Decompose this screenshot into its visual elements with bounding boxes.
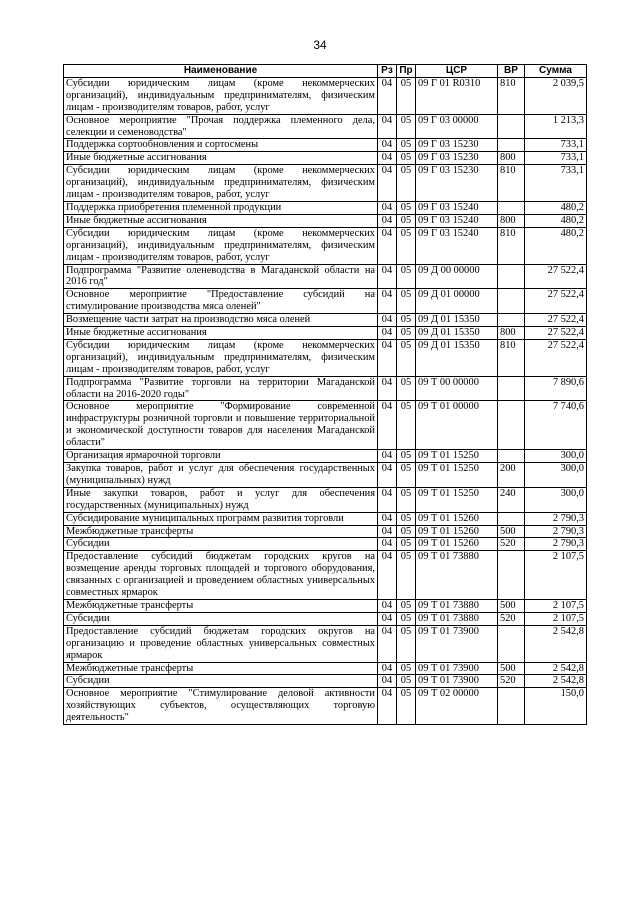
cell-pr: 05 xyxy=(397,662,416,675)
cell-vr xyxy=(498,376,525,401)
cell-rz: 04 xyxy=(378,625,397,662)
cell-sum: 27 522,4 xyxy=(525,264,587,289)
cell-pr: 05 xyxy=(397,152,416,165)
cell-sum: 27 522,4 xyxy=(525,327,587,340)
cell-csr: 09 Д 01 00000 xyxy=(416,289,498,314)
table-body xyxy=(64,77,587,724)
cell-pr: 05 xyxy=(397,612,416,625)
cell-vr xyxy=(498,450,525,463)
cell-sum: 2 542,8 xyxy=(525,625,587,662)
table-row xyxy=(64,450,587,463)
cell-name: Субсидирование муниципальных программ развития торговли xyxy=(64,512,378,525)
cell-name: Межбюджетные трансферты xyxy=(64,525,378,538)
cell-sum: 2 790,3 xyxy=(525,525,587,538)
cell-sum: 7 890,6 xyxy=(525,376,587,401)
cell-vr xyxy=(498,551,525,600)
cell-name: Иные бюджетные ассигнования xyxy=(64,152,378,165)
cell-pr: 05 xyxy=(397,165,416,202)
table-row xyxy=(64,376,587,401)
cell-csr: 09 Т 01 15260 xyxy=(416,525,498,538)
cell-sum: 27 522,4 xyxy=(525,339,587,376)
cell-pr: 05 xyxy=(397,114,416,139)
cell-name: Основное мероприятие "Предоставление субсидий на стимулирование производства мяса оленей" xyxy=(64,289,378,314)
cell-name: Иные бюджетные ассигнования xyxy=(64,327,378,340)
table-row xyxy=(64,512,587,525)
table-row xyxy=(64,612,587,625)
cell-rz: 04 xyxy=(378,165,397,202)
cell-name: Поддержка приобретения племенной продукции xyxy=(64,201,378,214)
cell-pr: 05 xyxy=(397,376,416,401)
header-vr: ВР xyxy=(498,65,525,78)
cell-name: Субсидии юридическим лицам (кроме некоммерческих организаций), индивидуальным предпринимателям, физическим лицам - производителям товаров, работ, услуг xyxy=(64,165,378,202)
table-row xyxy=(64,339,587,376)
table-row xyxy=(64,152,587,165)
cell-sum: 300,0 xyxy=(525,450,587,463)
cell-pr: 05 xyxy=(397,450,416,463)
cell-sum: 300,0 xyxy=(525,463,587,488)
budget-table xyxy=(63,64,587,725)
cell-sum: 733,1 xyxy=(525,152,587,165)
cell-name: Подпрограмма "Развитие торговли на территории Магаданской области на 2016-2020 годы" xyxy=(64,376,378,401)
cell-csr: 09 Т 01 73900 xyxy=(416,625,498,662)
cell-pr: 05 xyxy=(397,77,416,114)
cell-rz: 04 xyxy=(378,401,397,450)
cell-vr xyxy=(498,688,525,725)
header-csr: ЦСР xyxy=(416,65,498,78)
cell-sum: 2 107,5 xyxy=(525,551,587,600)
table-row xyxy=(64,201,587,214)
cell-pr: 05 xyxy=(397,463,416,488)
cell-csr: 09 Д 01 15350 xyxy=(416,339,498,376)
cell-pr: 05 xyxy=(397,625,416,662)
cell-pr: 05 xyxy=(397,688,416,725)
table-row xyxy=(64,314,587,327)
cell-vr: 500 xyxy=(498,599,525,612)
cell-rz: 04 xyxy=(378,314,397,327)
table-row xyxy=(64,538,587,551)
cell-sum: 1 213,3 xyxy=(525,114,587,139)
cell-vr xyxy=(498,625,525,662)
table-row xyxy=(64,688,587,725)
cell-pr: 05 xyxy=(397,327,416,340)
cell-csr: 09 Т 02 00000 xyxy=(416,688,498,725)
cell-rz: 04 xyxy=(378,599,397,612)
cell-rz: 04 xyxy=(378,214,397,227)
cell-csr: 09 Д 00 00000 xyxy=(416,264,498,289)
table-row xyxy=(64,487,587,512)
cell-vr: 800 xyxy=(498,327,525,340)
cell-vr xyxy=(498,401,525,450)
cell-pr: 05 xyxy=(397,675,416,688)
cell-rz: 04 xyxy=(378,551,397,600)
cell-sum: 2 542,8 xyxy=(525,662,587,675)
cell-rz: 04 xyxy=(378,538,397,551)
cell-csr: 09 Т 01 73900 xyxy=(416,662,498,675)
cell-sum: 733,1 xyxy=(525,165,587,202)
cell-csr: 09 Т 01 73880 xyxy=(416,612,498,625)
cell-pr: 05 xyxy=(397,201,416,214)
cell-sum: 27 522,4 xyxy=(525,289,587,314)
cell-rz: 04 xyxy=(378,339,397,376)
cell-name: Предоставление субсидий бюджетам городских округов на организацию и проведение областных универсальных совместных ярмарок xyxy=(64,625,378,662)
cell-sum: 2 790,3 xyxy=(525,512,587,525)
cell-csr: 09 Г 03 15230 xyxy=(416,165,498,202)
cell-name: Межбюджетные трансферты xyxy=(64,662,378,675)
cell-vr: 500 xyxy=(498,662,525,675)
table-row xyxy=(64,675,587,688)
cell-pr: 05 xyxy=(397,139,416,152)
cell-vr xyxy=(498,139,525,152)
cell-rz: 04 xyxy=(378,327,397,340)
cell-name: Основное мероприятие "Формирование современной инфраструктуры розничной торговли и повышение территориальной и экономической доступности товаров для населения Магаданской области" xyxy=(64,401,378,450)
cell-sum: 480,2 xyxy=(525,227,587,264)
cell-name: Субсидии юридическим лицам (кроме некоммерческих организаций), индивидуальным предпринимателям, физическим лицам - производителям товаров, работ, услуг xyxy=(64,77,378,114)
table-row xyxy=(64,625,587,662)
cell-sum: 733,1 xyxy=(525,139,587,152)
cell-csr: 09 Т 01 73880 xyxy=(416,551,498,600)
cell-pr: 05 xyxy=(397,538,416,551)
table-row xyxy=(64,599,587,612)
cell-vr: 520 xyxy=(498,675,525,688)
table-row xyxy=(64,289,587,314)
cell-vr xyxy=(498,114,525,139)
table-row xyxy=(64,327,587,340)
cell-name: Основное мероприятие "Стимулирование деловой активности хозяйствующих субъектов, осуществляющих торговую деятельность" xyxy=(64,688,378,725)
cell-pr: 05 xyxy=(397,339,416,376)
table-row xyxy=(64,463,587,488)
cell-csr: 09 Т 01 73900 xyxy=(416,675,498,688)
cell-vr: 810 xyxy=(498,165,525,202)
cell-rz: 04 xyxy=(378,114,397,139)
cell-rz: 04 xyxy=(378,512,397,525)
cell-csr: 09 Т 01 73880 xyxy=(416,599,498,612)
table-header-row xyxy=(64,65,587,78)
cell-name: Субсидии xyxy=(64,538,378,551)
cell-vr xyxy=(498,289,525,314)
cell-rz: 04 xyxy=(378,688,397,725)
cell-csr: 09 Т 01 15250 xyxy=(416,450,498,463)
cell-rz: 04 xyxy=(378,463,397,488)
cell-name: Основное мероприятие "Прочая поддержка племенного дела, селекции и семеноводства" xyxy=(64,114,378,139)
cell-vr: 800 xyxy=(498,214,525,227)
header-rz: Рз xyxy=(378,65,397,78)
cell-sum: 2 107,5 xyxy=(525,599,587,612)
cell-rz: 04 xyxy=(378,675,397,688)
cell-rz: 04 xyxy=(378,77,397,114)
cell-pr: 05 xyxy=(397,401,416,450)
cell-csr: 09 Т 01 15260 xyxy=(416,512,498,525)
cell-name: Иные закупки товаров, работ и услуг для обеспечения государственных (муниципальных) нужд xyxy=(64,487,378,512)
cell-vr: 800 xyxy=(498,152,525,165)
table-row xyxy=(64,551,587,600)
cell-name: Возмещение части затрат на производство мяса оленей xyxy=(64,314,378,327)
table-row xyxy=(64,401,587,450)
cell-name: Субсидии юридическим лицам (кроме некоммерческих организаций), индивидуальным предпринимателям, физическим лицам - производителям товаров, работ, услуг xyxy=(64,227,378,264)
table-row xyxy=(64,525,587,538)
cell-csr: 09 Г 03 15230 xyxy=(416,139,498,152)
cell-sum: 2 790,3 xyxy=(525,538,587,551)
cell-sum: 7 740,6 xyxy=(525,401,587,450)
cell-sum: 2 039,5 xyxy=(525,77,587,114)
cell-vr: 240 xyxy=(498,487,525,512)
table-row xyxy=(64,139,587,152)
cell-vr: 500 xyxy=(498,525,525,538)
cell-pr: 05 xyxy=(397,214,416,227)
cell-vr: 810 xyxy=(498,339,525,376)
cell-name: Межбюджетные трансферты xyxy=(64,599,378,612)
cell-vr: 520 xyxy=(498,612,525,625)
cell-rz: 04 xyxy=(378,525,397,538)
table-row xyxy=(64,165,587,202)
cell-pr: 05 xyxy=(397,487,416,512)
cell-pr: 05 xyxy=(397,264,416,289)
cell-sum: 480,2 xyxy=(525,201,587,214)
table-row xyxy=(64,214,587,227)
cell-name: Субсидии xyxy=(64,612,378,625)
cell-pr: 05 xyxy=(397,314,416,327)
cell-sum: 300,0 xyxy=(525,487,587,512)
cell-name: Субсидии xyxy=(64,675,378,688)
cell-rz: 04 xyxy=(378,612,397,625)
cell-rz: 04 xyxy=(378,376,397,401)
cell-vr xyxy=(498,201,525,214)
cell-vr xyxy=(498,264,525,289)
cell-csr: 09 Д 01 15350 xyxy=(416,327,498,340)
cell-rz: 04 xyxy=(378,201,397,214)
cell-rz: 04 xyxy=(378,662,397,675)
header-pr: Пр xyxy=(397,65,416,78)
cell-sum: 480,2 xyxy=(525,214,587,227)
cell-pr: 05 xyxy=(397,289,416,314)
cell-pr: 05 xyxy=(397,525,416,538)
cell-csr: 09 Г 03 15240 xyxy=(416,214,498,227)
cell-sum: 2 542,8 xyxy=(525,675,587,688)
table-row xyxy=(64,227,587,264)
cell-rz: 04 xyxy=(378,487,397,512)
cell-rz: 04 xyxy=(378,139,397,152)
cell-pr: 05 xyxy=(397,551,416,600)
cell-name: Субсидии юридическим лицам (кроме некоммерческих организаций), индивидуальным предпринимателям, физическим лицам - производителям товаров, работ, услуг xyxy=(64,339,378,376)
cell-pr: 05 xyxy=(397,227,416,264)
cell-rz: 04 xyxy=(378,289,397,314)
cell-rz: 04 xyxy=(378,152,397,165)
cell-csr: 09 Т 01 15250 xyxy=(416,487,498,512)
cell-rz: 04 xyxy=(378,264,397,289)
cell-pr: 05 xyxy=(397,512,416,525)
cell-csr: 09 Г 03 15240 xyxy=(416,201,498,214)
cell-vr: 810 xyxy=(498,77,525,114)
cell-pr: 05 xyxy=(397,599,416,612)
cell-csr: 09 Т 00 00000 xyxy=(416,376,498,401)
table-row xyxy=(64,114,587,139)
cell-rz: 04 xyxy=(378,450,397,463)
cell-sum: 150,0 xyxy=(525,688,587,725)
table-row xyxy=(64,662,587,675)
header-sum: Сумма xyxy=(525,65,587,78)
cell-vr: 810 xyxy=(498,227,525,264)
cell-csr: 09 Д 01 15350 xyxy=(416,314,498,327)
cell-csr: 09 Г 01 R0310 xyxy=(416,77,498,114)
cell-sum: 27 522,4 xyxy=(525,314,587,327)
cell-vr xyxy=(498,314,525,327)
cell-vr: 520 xyxy=(498,538,525,551)
table-row xyxy=(64,264,587,289)
cell-csr: 09 Т 01 15250 xyxy=(416,463,498,488)
cell-name: Предоставление субсидий бюджетам городских кругов на возмещение аренды торговых площадей и торгового оборудования, связанных с организацией и проведением областных универсальных совместных ярмарок xyxy=(64,551,378,600)
cell-name: Иные бюджетные ассигнования xyxy=(64,214,378,227)
page-number: 34 xyxy=(313,38,327,52)
cell-csr: 09 Т 01 15260 xyxy=(416,538,498,551)
cell-csr: 09 Г 03 15240 xyxy=(416,227,498,264)
cell-csr: 09 Г 03 15230 xyxy=(416,152,498,165)
cell-name: Закупка товаров, работ и услуг для обеспечения государственных (муниципальных) нужд xyxy=(64,463,378,488)
cell-csr: 09 Т 01 00000 xyxy=(416,401,498,450)
cell-rz: 04 xyxy=(378,227,397,264)
header-name: Наименование xyxy=(64,65,378,78)
cell-csr: 09 Г 03 00000 xyxy=(416,114,498,139)
cell-vr: 200 xyxy=(498,463,525,488)
cell-name: Поддержка сортообновления и сортосмены xyxy=(64,139,378,152)
cell-vr xyxy=(498,512,525,525)
cell-sum: 2 107,5 xyxy=(525,612,587,625)
cell-name: Подпрограмма "Развитие оленеводства в Магаданской области на 2016 год" xyxy=(64,264,378,289)
table-row xyxy=(64,77,587,114)
cell-name: Организация ярмарочной торговли xyxy=(64,450,378,463)
